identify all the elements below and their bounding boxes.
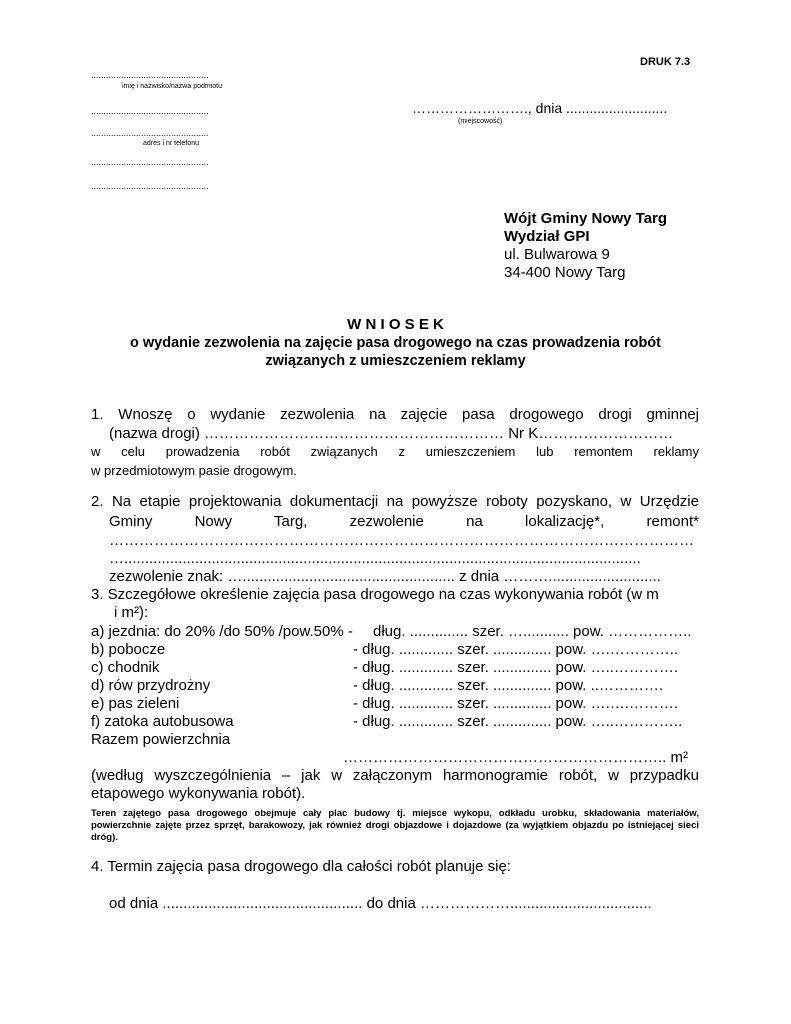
total-note-line-2: etapowego wykonywania robót). — [91, 785, 306, 802]
date-range-field[interactable]: od dnia ................................................ do dnia ……………….................................. — [109, 895, 652, 912]
row-e-dims[interactable]: - dług. ............. szer. .............. pow. ….….………. — [353, 695, 679, 712]
sender-line-5[interactable]: ............................................... — [91, 181, 209, 191]
place-date-line[interactable]: ……………………., dnia .......................... — [412, 100, 668, 116]
recipient-line-1: Wójt Gminy Nowy Targ — [504, 210, 668, 227]
section-4-line-1: 4. Termin zajęcia pasa drogowego dla całości robót planuje się: — [91, 858, 511, 875]
permit-number-field[interactable]: zezwolenie znak: …................................................... z dnia ………........................... — [109, 568, 661, 585]
row-f-dims[interactable]: - dług. ............. szer. .............. pow. …..………….. — [353, 713, 683, 730]
row-c-dims[interactable]: - dług. ............. szer. .............. pow. …..…………. — [353, 659, 679, 676]
sender-name-caption: imię i nazwisko/nazwa podmiotu — [122, 83, 222, 90]
sender-name-line[interactable]: ............................................... — [91, 70, 209, 80]
row-f-label: f) zatoka autobusowa — [91, 713, 234, 730]
section-3-line-2: i m²): — [114, 604, 149, 621]
row-a-label: a) jezdnia: do 20% /do 50% /pow.50% - — [91, 623, 353, 640]
recipient-line-4: 34-400 Nowy Targ — [504, 264, 626, 281]
row-d-label: d) rów przydrożny — [91, 677, 211, 694]
section-2-line-1: 2. Na etapie projektowania dokumentacji na powyższe roboty pozyskano, w Urzędzie — [91, 493, 699, 510]
row-e-label: e) pas zieleni — [91, 695, 180, 712]
document-subtitle-2: związanych z umieszczeniem reklamy — [265, 353, 526, 369]
permit-details-line-1[interactable]: ……………………………………………………………………………………………………… — [109, 532, 694, 549]
total-area-label: Razem powierzchnia — [91, 731, 231, 748]
row-d-dims[interactable]: - dług. ............. szer. .............. pow. ..…………. — [353, 677, 664, 694]
section-3-line-1: 3. Szczegółowe określenie zajęcia pasa drogowego na czas wykonywania robót (w m — [91, 586, 659, 603]
section-1-line-4: w przedmiotowym pasie drogowym. — [91, 463, 297, 478]
section-2-line-2: Gminy Nowy Targ, zezwolenie na lokalizację*, remont* — [109, 513, 699, 530]
document-subtitle-1: o wydanie zezwolenia na zajęcie pasa drogowego na czas prowadzenia robót — [130, 335, 661, 351]
row-a-dims[interactable]: dług. .............. szer. …........... pow. …………….. — [373, 623, 692, 640]
section-1-line-1: 1. Wnoszę o wydanie zezwolenia na zajęcie pasa drogowego drogi gminnej — [91, 406, 699, 423]
road-name-field[interactable]: (nazwa drogi) …………………………………………………… Nr K……………………… — [109, 425, 674, 442]
occupied-area-note: Teren zajętego pasa drogowego obejmuje cały plac budowy tj. miejsce wykopu, odkładu urobku, składowania materiałów, powierzchnie zajęte przez sprzęt, barakowozy, jak również drogi objazdowe i dojazdowe (za wyjątkiem objazdu po istniejącej sieci dróg). — [91, 808, 699, 843]
place-caption: (miejscowość) — [458, 118, 503, 125]
permit-details-line-2[interactable]: …............................................................................................................................ — [109, 550, 641, 567]
row-c-label: c) chodnik — [91, 659, 160, 676]
total-note-line-1: (według wyszczególnienia – jak w załączonym harmonogramie robót, w przypadku — [91, 767, 699, 784]
total-area-field[interactable]: ……………………………………………………….. m² — [343, 749, 688, 766]
form-code: DRUK 7.3 — [640, 56, 691, 68]
sender-line-2[interactable]: ............................................... — [91, 106, 209, 116]
sender-address-line[interactable]: ............................................... — [91, 128, 209, 138]
section-1-line-3: w celu prowadzenia robót związanych z umieszczeniem lub remontem reklamy — [91, 444, 699, 459]
recipient-line-2: Wydział GPI — [504, 228, 590, 245]
recipient-line-3: ul. Bulwarowa 9 — [504, 246, 610, 263]
sender-address-caption: adres i nr telefonu — [143, 140, 200, 147]
document-title: W N I O S E K — [347, 316, 444, 333]
row-b-label: b) pobocze — [91, 641, 166, 658]
sender-line-4[interactable]: ............................................... — [91, 157, 209, 167]
row-b-dims[interactable]: - dług. ............. szer. .............. pow. ….………….. — [353, 641, 679, 658]
